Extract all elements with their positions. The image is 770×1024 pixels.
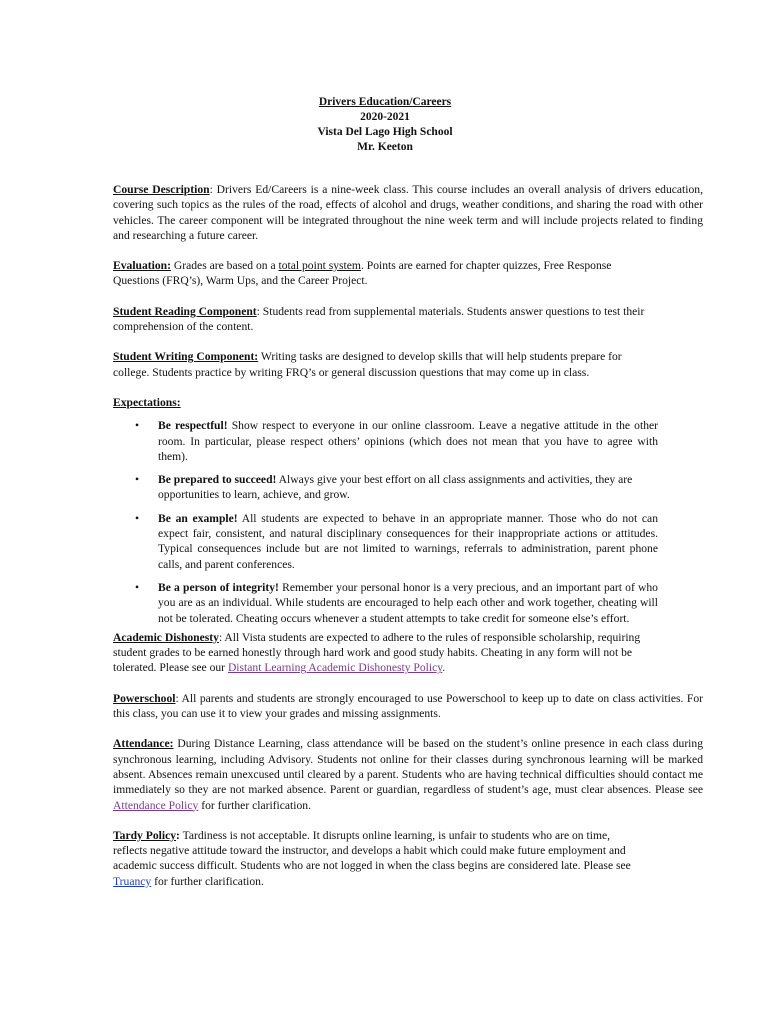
school-name: Vista Del Lago High School (317, 126, 453, 138)
expectation-text: Remember your personal honor is a very precious, and an important part of who you are as an individual. While students are encouraged to help each other and work together, cheating will not be tolerated. Cheating occurs whenever a student attempts to take credit for someone else’s effort. (158, 580, 658, 625)
reading-component-text: : Students read from supplemental materials. Students answer questions to test their comprehension of the content. (113, 304, 645, 334)
attendance-text-end: for further clarification. (198, 798, 311, 812)
course-description-heading: Course Description (113, 183, 210, 196)
expectation-text: Show respect to everyone in our online classroom. Leave a negative attitude in the other room. In particular, please respect others’ opinions (which does not mean that you have to agree with them). (158, 419, 658, 463)
academic-dishonesty-text: : All Vista students are expected to adhere to the rules of responsible scholarship, requiring student grades to be earned honestly through hard work and good study habits. Cheating in any form will not be tolerated. Please see our (113, 630, 641, 675)
writing-component-section (113, 349, 658, 380)
powerschool-section (113, 691, 703, 722)
writing-component-text: Writing tasks are designed to develop skills that will help students prepare for college. Students practice by writing FRQ’s or general discussion questions that may come up in class. (113, 350, 622, 379)
tardy-policy-text-end: for further clarification. (151, 874, 264, 888)
expectations-section (113, 395, 703, 626)
evaluation-text-end: . Points are earned for chapter quizzes, Free Response Questions (FRQ’s), Warm Ups, and the Career Project. (113, 259, 612, 288)
truancy-link[interactable]: Truancy (113, 874, 152, 888)
list-item (113, 418, 658, 464)
list-item (113, 511, 658, 572)
expectation-text: Always give your best effort on all class assignments and activities, they are opportunities to learn, achieve, and grow. (158, 473, 633, 502)
expectation-text: All students are expected to behave in an appropriate manner. Those who do not can expect fair, consistent, and natural disciplinary consequences for their inappropriate actions or attitudes. Typical consequences include but are not limited to warnings, referrals to administration, parent phone calls, and parent conferences. (158, 511, 658, 571)
tardy-policy-text: Tardiness is not acceptable. It disrupts online learning, is unfair to students who are on time, reflects negative attitude toward the instructor, and develops a habit which could make future employment and academic success difficult. Students who are not logged in when the class begins are considered late. Please see (113, 828, 631, 873)
tardy-policy-colon: : (176, 828, 180, 842)
document-body (113, 182, 703, 904)
academic-dishonesty-text-end: . (442, 661, 446, 675)
writing-component-heading: Student Writing Component: (113, 350, 259, 364)
expectations-heading: Expectations: (113, 395, 181, 409)
powerschool-heading: Powerschool (113, 691, 176, 705)
evaluation-heading: Evaluation: (113, 259, 171, 273)
document-header (0, 95, 770, 155)
tardy-policy-section (113, 828, 633, 889)
total-point-system-link[interactable]: total point system (278, 259, 361, 273)
bullet-icon: • (135, 580, 140, 594)
course-description-text: : Drivers Ed/Careers is a nine-week class. This course includes an overall analysis of drivers education, covering such topics as the rules of the road, effects of alcohol and drugs, weather conditions, and sharing the road with other vehicles. The career component will be integrated throughout the nine week term and will include projects related to finding and researching a future career. (113, 183, 703, 242)
evaluation-section (113, 258, 658, 289)
list-item (113, 580, 658, 626)
reading-component-section (113, 304, 653, 335)
bullet-icon: • (135, 511, 140, 525)
attendance-heading: Attendance: (113, 737, 174, 751)
expectations-list (113, 418, 658, 626)
academic-dishonesty-heading: Academic Dishonesty (113, 630, 219, 644)
attendance-section (113, 736, 703, 812)
dishonesty-policy-link[interactable]: Distant Learning Academic Dishonesty Policy (227, 661, 443, 675)
attendance-text: During Distance Learning, class attendance will be based on the student’s online presence in each class during synchronous learning, including Advisory. Students not online for their classes during synchronous learning will be marked absent. Absences remain unexcused until cleared by a parent. Students who are having technical difficulties should contact me immediately so they are not marked absence. Parent or guardian, regardless of student’s age, must clear absences. Please see (113, 737, 703, 797)
course-description-section (113, 182, 703, 243)
teacher-name: Mr. Keeton (357, 141, 413, 153)
expectation-title: Be respectful! (158, 419, 228, 433)
academic-dishonesty-section (113, 630, 653, 676)
expectation-title: Be a person of integrity! (158, 580, 279, 594)
tardy-policy-heading: Tardy Policy (113, 828, 177, 842)
attendance-policy-link[interactable]: Attendance Policy (113, 798, 199, 812)
bullet-icon: • (135, 473, 140, 487)
reading-component-heading: Student Reading Component (113, 304, 257, 318)
school-year: 2020-2021 (360, 111, 410, 123)
expectation-title: Be an example! (158, 511, 238, 525)
expectation-title: Be prepared to succeed! (158, 473, 277, 487)
bullet-icon: • (135, 419, 140, 433)
list-item (113, 472, 658, 503)
powerschool-text: : All parents and students are strongly encouraged to use Powerschool to keep up to date on class activities. For this class, you can use it to view your grades and missing assignments. (113, 691, 703, 721)
course-title: Drivers Education/Careers (318, 96, 452, 108)
evaluation-text: Grades are based on a (170, 259, 279, 273)
